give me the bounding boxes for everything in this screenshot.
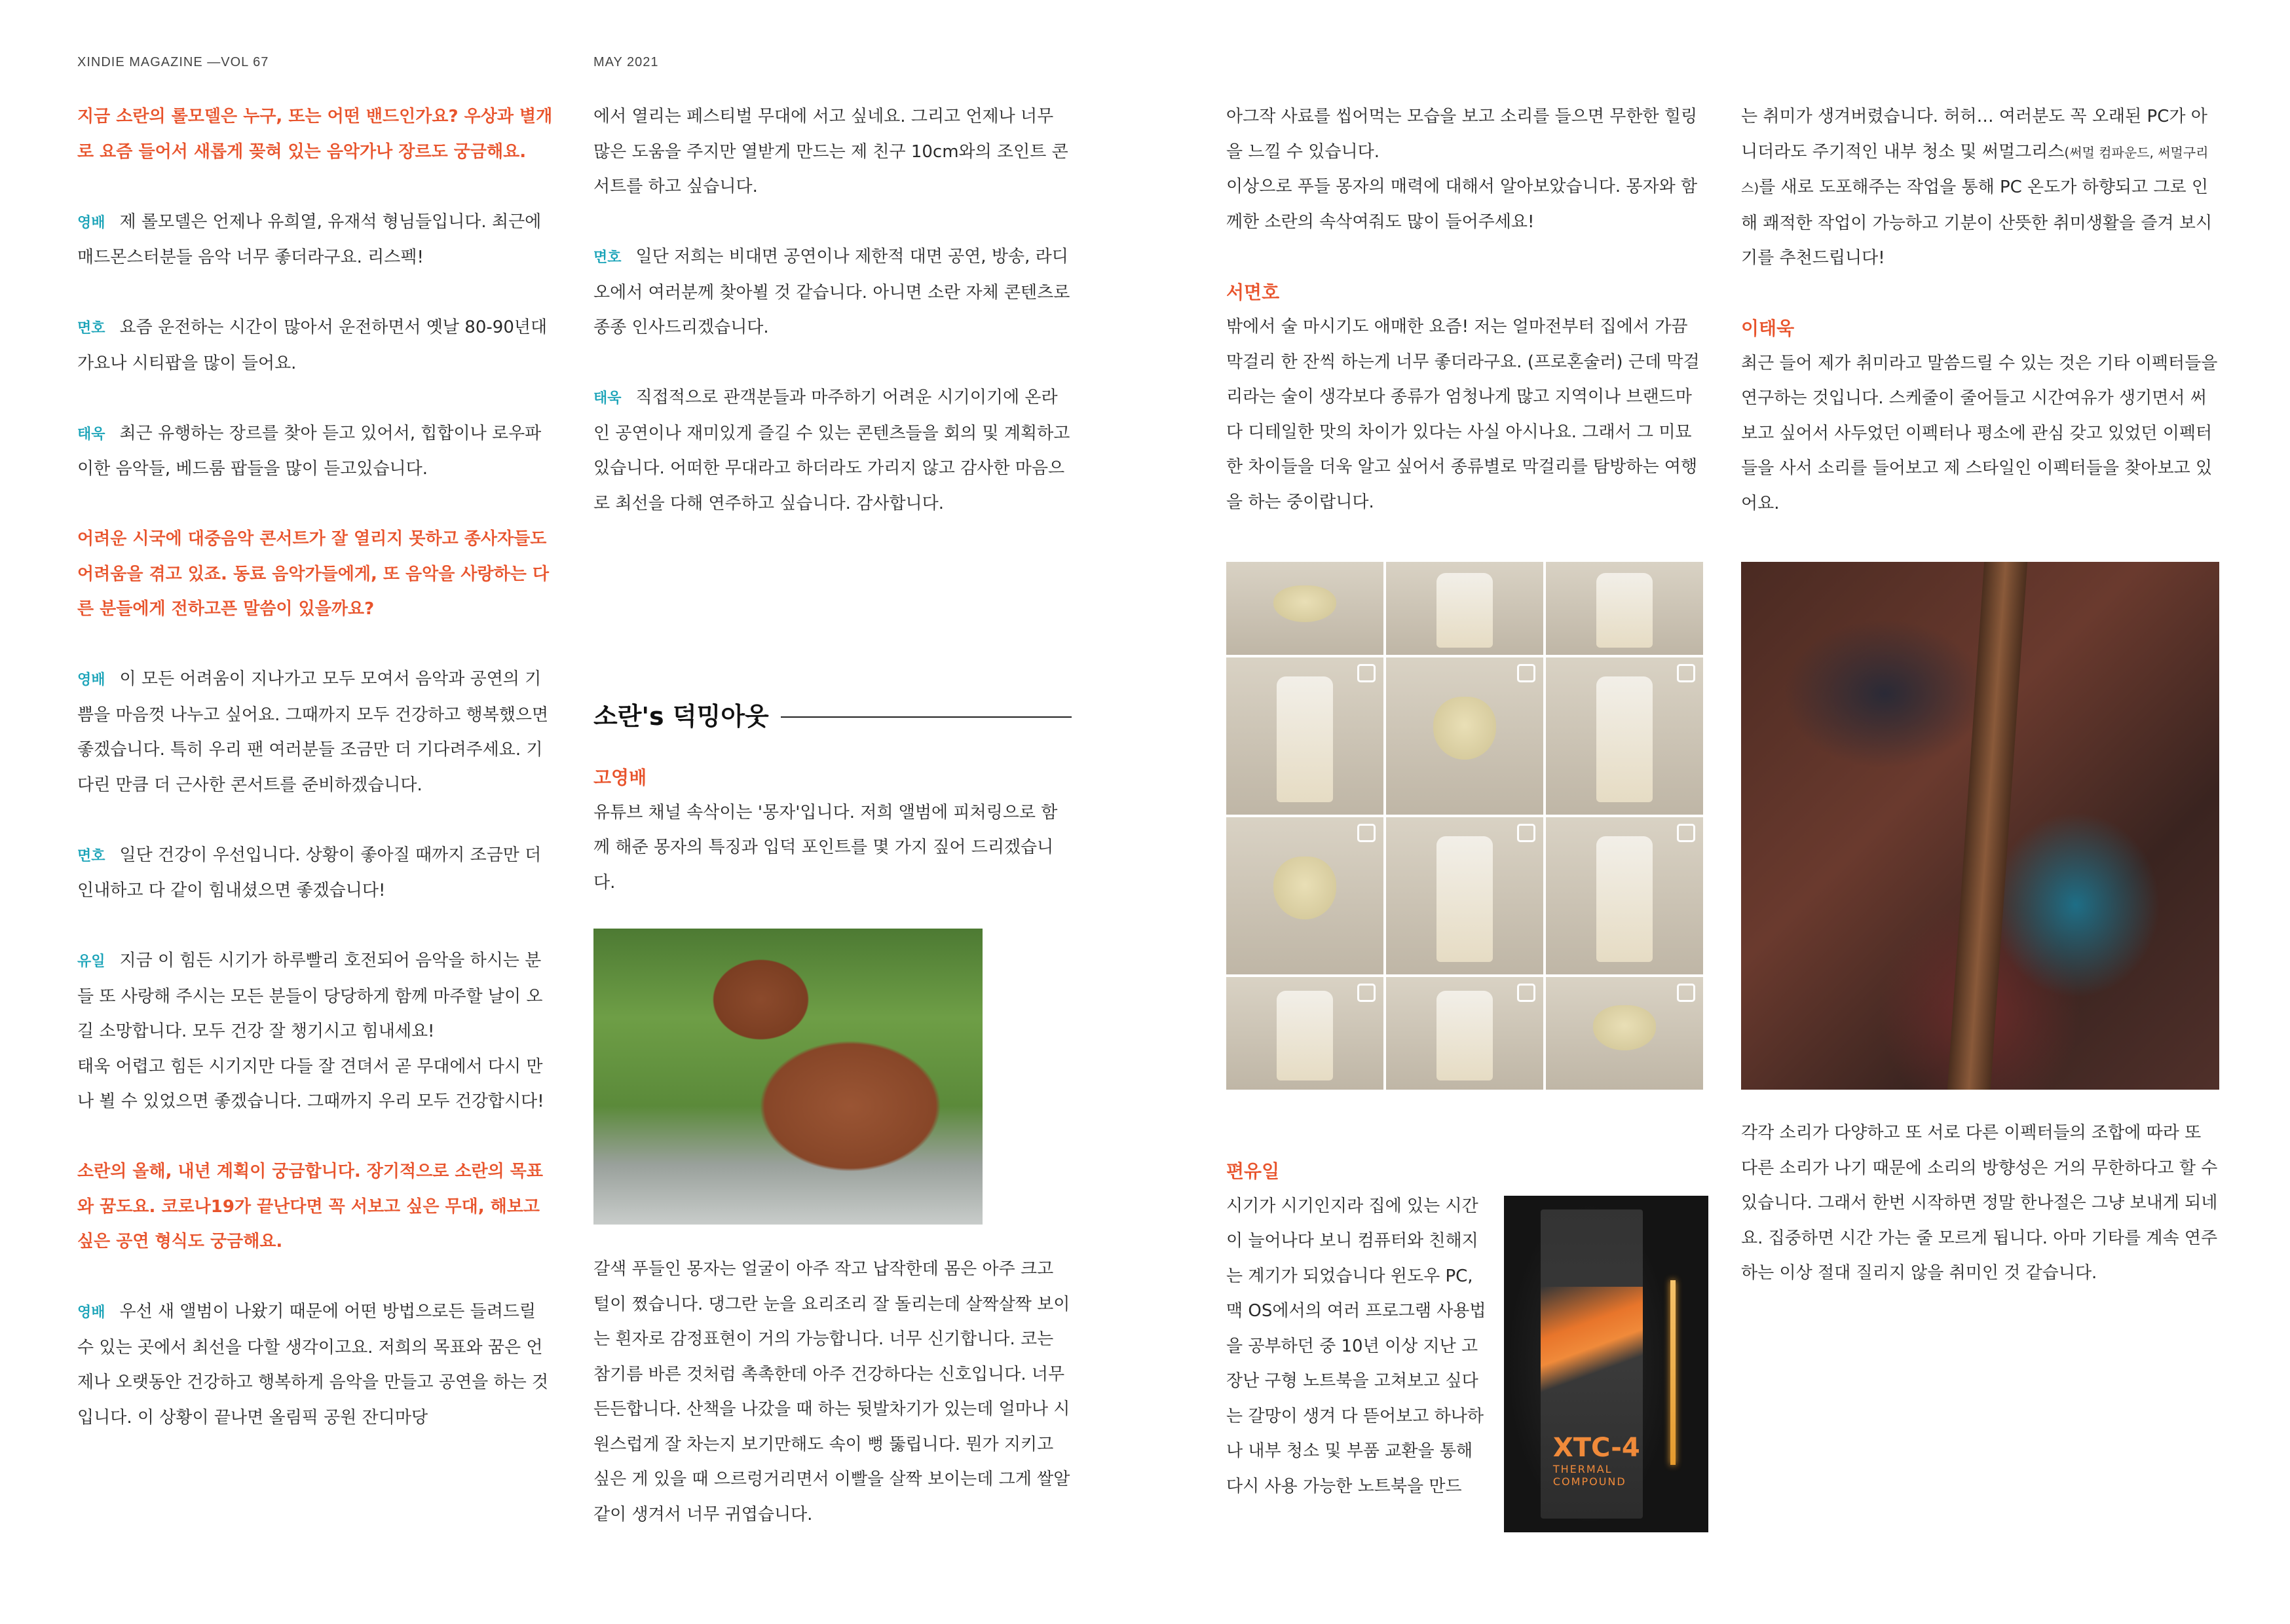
- answer-text: 이 모든 어려움이 지나가고 모두 모여서 음악과 공연의 기쁨을 마음껏 나누고 싶어요. 그때까지 모두 건강하고 행복했으면 좋겠습니다. 특히 우리 팬 여러분들 조금만 더 기다려주세요. 기다린 만큼 더 근사한 콘서트를 준비하겠습니다.: [77, 669, 549, 795]
- answer-text: 지금 이 힘든 시기가 하루빨리 호전되어 음악을 하시는 분들 또 사랑해 주시는 모든 분들이 당당하게 함께 마주할 날이 오길 소망합니다. 모두 건강 잘 챙기시고 힘내세요!: [77, 951, 543, 1041]
- guitar-neck: [1947, 562, 2027, 1090]
- answer-text: 일단 건강이 우선입니다. 상황이 좋아질 때까지 조금만 더 인내하고 다 같이 힘내셨으면 좋겠습니다!: [77, 845, 542, 900]
- grid-photo: [1226, 817, 1383, 974]
- grid-photo: [1386, 657, 1543, 815]
- select-checkbox-icon: [1517, 664, 1535, 682]
- speaker-label: 태욱: [593, 390, 622, 407]
- grid-photo: [1386, 562, 1543, 655]
- answer-paragraph: [593, 380, 1072, 521]
- title-rule: [781, 716, 1072, 718]
- bottle: [1436, 836, 1493, 962]
- thermal-compound-photo: [1504, 1196, 1708, 1532]
- body-text: 밖에서 술 마시기도 애매한 요즘! 저는 얼마전부터 집에서 가끔 막걸리 한 잔씩 하는게 너무 좋더라구요. (프로혼술러) 근데 막걸리라는 술이 생각보다 종류가 엄청나게 많고 지역이나 브랜드마다 디테일한 맛의 차이가 있다는 사실 아시나요. 그래서 그 미묘한 차이들을 더욱 알고 싶어서 종류별로 막걸리를 탐방하는 여행을 하는 중이랍니다.: [1226, 317, 1700, 512]
- section-title: [593, 699, 1072, 734]
- answer-text: 우선 새 앨범이 나왔기 때문에 어떤 방법으로든 들려드릴 수 있는 곳에서 최선을 다할 생각이고요. 저희의 목표와 꿈은 언제나 오랫동안 건강하고 행복하게 음악을 만들고 공연을 하는 것입니다. 이 상황이 끝나면 올림픽 공원 잔디마당: [77, 1302, 549, 1428]
- body-text: 유튜브 채널 속삭이는 '몽자'입니다. 저희 앨범에 피처링으로 함께 해준 몽자의 특징과 입덕 포인트를 몇 가지 짚어 드리겠습니다.: [593, 802, 1058, 893]
- bottle: [1277, 676, 1333, 802]
- bottle: [1436, 573, 1493, 648]
- answer-text: 최근 유행하는 장르를 찾아 듣고 있어서, 힙합이나 로우파이한 음악들, 베드룸 팝들을 많이 듣고있습니다.: [77, 423, 542, 479]
- body-text: 아그작 사료를 씹어먹는 모습을 보고 소리를 들으면 무한한 힐링을 느낄 수 있습니다.: [1226, 107, 1698, 162]
- package-sub: THERMAL COMPOUND: [1552, 1463, 1626, 1488]
- body-text-part: 는 취미가 생겨버렸습니다. 허허… 여러분도 꼭 오래된 PC가 아니더라도 주기적인 내부 청소 및 써멀그리스: [1741, 107, 2207, 162]
- answer-paragraph: [77, 1295, 555, 1435]
- speaker-label: 면호: [593, 249, 622, 266]
- grid-photo: [1546, 657, 1703, 815]
- speaker-label: 영배: [77, 1304, 105, 1321]
- answer-text: 직접적으로 관객분들과 마주하기 어려운 시기이기에 온라인 공연이나 재미있게 즐길 수 있는 콘텐츠들을 회의 및 계획하고 있습니다. 어떠한 무대라고 하더라도 가리지 않고 감사한 마음으로 최선을 다해 연주하고 싶습니다. 감사합니다.: [593, 388, 1070, 513]
- drink-glass: [1273, 857, 1336, 919]
- column-1: [77, 100, 555, 1435]
- answer-paragraph: [77, 662, 555, 803]
- magazine-header: XINDIE MAGAZINE —VOL 67: [77, 55, 269, 69]
- body-text-note: (써멀 컴파운드, 써멀구리스): [1741, 144, 2209, 196]
- column-3-lower: [1226, 1154, 1488, 1504]
- section-title-text: 소란's 덕밍아웃: [593, 701, 769, 731]
- column-4-lower: [1741, 1116, 2219, 1291]
- drink-glass: [1433, 697, 1496, 760]
- body-text: 시기가 시기인지라 집에 있는 시간이 늘어나다 보니 컴퓨터와 친해지는 계기가 되었습니다 윈도우 PC, 맥 OS에서의 여러 프로그램 사용법을 공부하던 중 10년 이상 지난 고장난 구형 노트북을 고쳐보고 싶다는 갈망이 생겨 다 뜯어보고 하나하나 내부 청소 및 부품 교환을 통해 다시 사용 가능한 노트북을 만드: [1226, 1196, 1486, 1496]
- question-2: 어려운 시국에 대중음악 콘서트가 잘 열리지 못하고 종사자들도 어려움을 겪고 있죠. 동료 음악가들에게, 또 음악을 사랑하는 다른 분들에게 전하고픈 말씀이 있을까요?: [77, 529, 550, 619]
- select-checkbox-icon: [1357, 664, 1376, 682]
- answer-paragraph: 태욱 어렵고 힘든 시기지만 다들 잘 견뎌서 곧 무대에서 다시 만나 뵐 수 있었으면 좋겠습니다. 그때까지 우리 모두 건강합시다!: [77, 1056, 544, 1111]
- drink-glass: [1593, 1005, 1656, 1050]
- answer-paragraph: [593, 240, 1072, 346]
- answer-text: 제 롤모델은 언제나 유희열, 유재석 형님들입니다. 최근에 매드몬스터분들 음악 너무 좋더라구요. 리스펙!: [77, 212, 542, 267]
- grid-photo: [1226, 977, 1383, 1090]
- issue-date: MAY 2021: [593, 55, 659, 69]
- makgeolli-photo-grid: [1226, 562, 1703, 1090]
- column-2-lower: [593, 1252, 1072, 1532]
- bottle: [1596, 836, 1653, 962]
- answer-paragraph: [77, 310, 555, 381]
- member-name: 편유일: [1226, 1160, 1280, 1182]
- body-text: 갈색 푸들인 몽자는 얼굴이 아주 작고 납작한데 몸은 아주 크고 털이 쪘습니다. 댕그란 눈을 요리조리 잘 돌리는데 살짝살짝 보이는 흰자로 감정표현이 거의 가능합니다. 너무 신기합니다. 코는 참기름 바른 것처럼 촉촉한데 아주 건강하다는 신호입니다. 너무 든든합니다. 산책을 나갔을 때 하는 뒷발차기가 있는데 얼마나 시원스럽게 잘 차는지 보기만해도 속이 뻥 뚫립니다. 뭔가 지키고 싶은 게 있을 때 으르렁거리면서 이빨을 살짝 보이는데 그게 쌀알 같이 생겨서 너무 귀엽습니다.: [593, 1259, 1070, 1524]
- grid-photo: [1546, 817, 1703, 974]
- column-3: [1226, 100, 1704, 520]
- drink-glass: [1273, 585, 1336, 623]
- package-label: XTC-4: [1552, 1433, 1640, 1464]
- speaker-label: 영배: [77, 214, 105, 231]
- answer-text: 일단 저희는 비대면 공연이나 제한적 대면 공연, 방송, 라디오에서 여러분께 찾아뵐 것 같습니다. 아니면 소란 자체 콘텐츠로 종종 인사드리겠습니다.: [593, 247, 1070, 337]
- grid-photo: [1546, 562, 1703, 655]
- body-text: 각각 소리가 다양하고 또 서로 다른 이펙터들의 조합에 따라 또 다른 소리가 나기 때문에 소리의 방향성은 거의 무한하다고 할 수 있습니다. 그래서 한번 시작하면 정말 한나절은 그냥 보내게 되네요. 집중하면 시간 가는 줄 모르게 됩니다. 아마 기타를 계속 연주하는 이상 절대 질리지 않을 취미인 것 같습니다.: [1741, 1123, 2218, 1283]
- member-name: 서면호: [1226, 281, 1280, 303]
- compound-package: [1541, 1209, 1643, 1519]
- bottle: [1277, 991, 1333, 1081]
- syringe: [1670, 1280, 1676, 1466]
- speaker-label: 면호: [77, 320, 105, 337]
- body-text: 최근 들어 제가 취미라고 말씀드릴 수 있는 것은 기타 이펙터들을 연구하는 것입니다. 스케줄이 줄어들고 시간여유가 생기면서 써보고 싶어서 사두었던 이펙터나 평소에 관심 갖고 있었던 이펙터들을 사서 소리를 들어보고 제 스타일인 이펙터들을 찾아보고 있어요.: [1741, 353, 2218, 513]
- answer-paragraph: [77, 838, 555, 909]
- answer-paragraph: [77, 205, 555, 276]
- member-name: 이태욱: [1741, 318, 1795, 339]
- answer-text: 요즘 운전하는 시간이 많아서 운전하면서 옛날 80-90년대 가요나 시티팝을 많이 들어요.: [77, 318, 548, 373]
- column-4: [1741, 100, 2219, 521]
- grid-photo: [1546, 977, 1703, 1090]
- select-checkbox-icon: [1517, 824, 1535, 842]
- grid-photo: [1226, 562, 1383, 655]
- question-3: 소란의 올해, 내년 계획이 궁금합니다. 장기적으로 소란의 목표와 꿈도요. 코로나19가 끝난다면 꼭 서보고 싶은 무대, 해보고 싶은 공연 형식도 궁금해요.: [77, 1162, 544, 1251]
- grid-photo: [1226, 657, 1383, 815]
- speaker-label: 유일: [77, 953, 105, 970]
- body-text-part: 를 새로 도포해주는 작업을 통해 PC 온도가 하향되고 그로 인해 쾌적한 작업이 가능하고 기분이 산뜻한 취미생활을 즐겨 보시기를 추천드립니다!: [1741, 177, 2213, 268]
- answer-paragraph: [77, 944, 555, 1050]
- answer-text: 에서 열리는 페스티벌 무대에 서고 싶네요. 그리고 언제나 너무 많은 도움을 주지만 열받게 만드는 제 친구 10cm와의 조인트 콘서트를 하고 싶습니다.: [593, 107, 1068, 196]
- body-text: [1741, 100, 2219, 276]
- column-2: [593, 100, 1072, 521]
- speaker-label: 영배: [77, 672, 105, 688]
- select-checkbox-icon: [1677, 984, 1695, 1002]
- bottle: [1596, 573, 1653, 648]
- grid-photo: [1386, 817, 1543, 974]
- bottle: [1436, 991, 1493, 1081]
- select-checkbox-icon: [1357, 824, 1376, 842]
- bottle: [1596, 676, 1653, 802]
- select-checkbox-icon: [1517, 984, 1535, 1002]
- select-checkbox-icon: [1677, 664, 1695, 682]
- package-stripe: [1541, 1287, 1643, 1426]
- dog-photo: [593, 929, 983, 1225]
- speaker-label: 태욱: [77, 426, 105, 443]
- member-name: 고영배: [593, 767, 647, 788]
- body-text: 이상으로 푸들 몽자의 매력에 대해서 알아보았습니다. 몽자와 함께한 소란의 속삭여줘도 많이 들어주세요!: [1226, 177, 1698, 232]
- select-checkbox-icon: [1357, 984, 1376, 1002]
- speaker-label: 면호: [77, 847, 105, 864]
- question-1: 지금 소란의 롤모델은 누구, 또는 어떤 밴드인가요? 우상과 별개로 요즘 들어서 새롭게 꽂혀 있는 음악가나 장르도 궁금해요.: [77, 107, 553, 162]
- guitar-pedals-photo: [1741, 562, 2219, 1090]
- section-block: [593, 699, 1072, 900]
- answer-paragraph: [77, 416, 555, 487]
- grid-photo: [1386, 977, 1543, 1090]
- select-checkbox-icon: [1677, 824, 1695, 842]
